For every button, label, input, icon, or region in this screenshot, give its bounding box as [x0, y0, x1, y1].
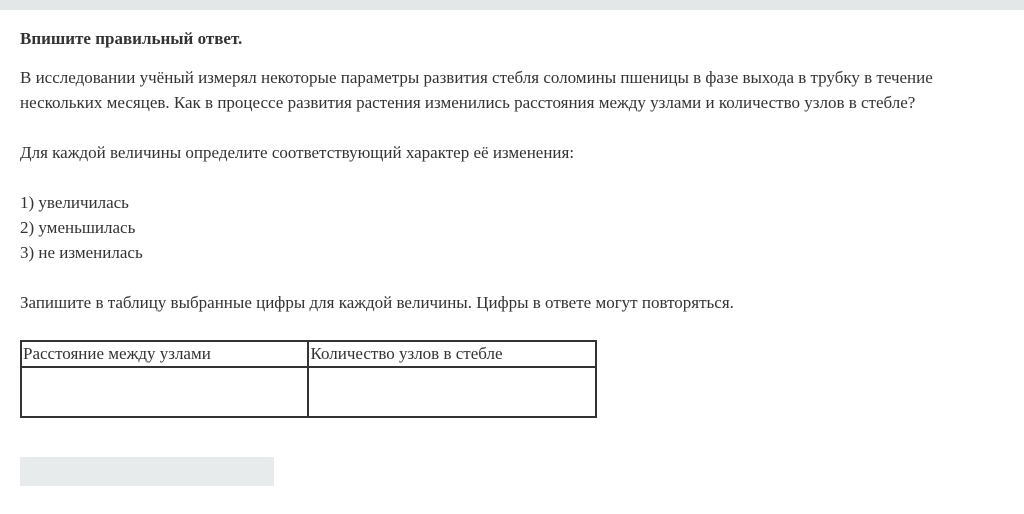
answer-table [20, 340, 597, 418]
question-text [20, 65, 1010, 115]
answer-table-header-row [21, 341, 596, 367]
option-item: 2) уменьшилась [20, 218, 136, 237]
option-item: 1) увеличилась [20, 193, 129, 212]
header-distance-between-nodes: Расстояние между узлами [21, 341, 308, 367]
task-content [20, 26, 1010, 315]
top-bar [0, 0, 1024, 10]
question-line-1: В исследовании учёный измерял некоторые параметры развития стебля соломины пшеницы в фазе выхода в трубку в течение [20, 68, 933, 87]
option-item: 3) не изменилась [20, 243, 143, 262]
instruction-text: Для каждой величины определите соответствующий характер её изменения: [20, 143, 575, 162]
header-number-of-nodes: Количество узлов в стебле [308, 341, 596, 367]
write-note: Запишите в таблицу выбранные цифры для каждой величины. Цифры в ответе могут повторяться. [20, 293, 734, 312]
answer-input[interactable] [20, 457, 274, 486]
answer-table-row [21, 367, 596, 417]
answer-cell-nodes[interactable] [308, 367, 596, 417]
answer-cell-distance[interactable] [21, 367, 308, 417]
options-list [20, 190, 1010, 265]
task-heading: Впишите правильный ответ. [20, 29, 243, 48]
question-line-2: нескольких месяцев. Как в процессе развития растения изменились расстояния между узлами и количество узлов в стебле? [20, 93, 916, 112]
